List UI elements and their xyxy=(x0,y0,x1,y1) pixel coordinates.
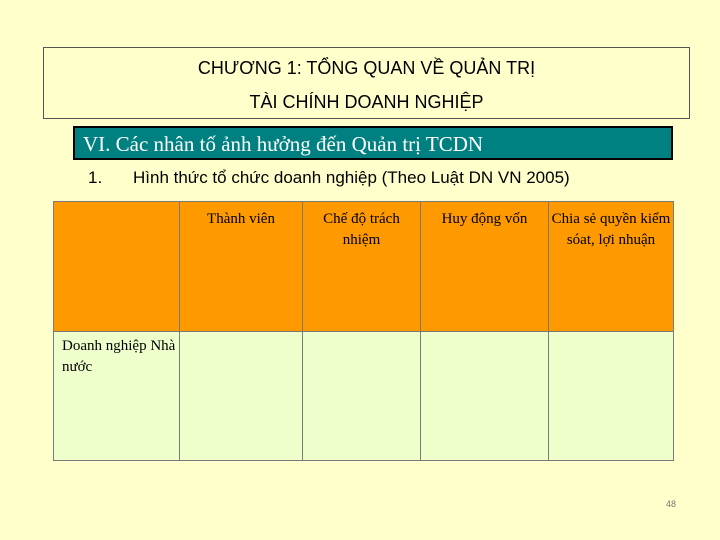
section-heading-bar xyxy=(73,126,673,160)
section-heading: VI. Các nhân tố ảnh hưởng đến Quản trị TCDN xyxy=(83,132,484,156)
table-header-cell: Huy động vốn xyxy=(421,202,549,332)
table-row xyxy=(54,332,674,461)
title-box xyxy=(43,47,690,119)
table-cell xyxy=(303,332,421,461)
organization-forms-table xyxy=(53,201,674,461)
subsection-number: 1. xyxy=(88,168,103,187)
table-cell xyxy=(421,332,549,461)
row-label: Doanh nghiệp Nhà nước xyxy=(62,338,176,375)
table-header-cell: Chia sẻ quyền kiểm sóat, lợi nhuận xyxy=(549,202,674,332)
table-cell xyxy=(180,332,303,461)
subsection-title: Hình thức tổ chức doanh nghiệp (Theo Luật DN VN 2005) xyxy=(133,168,570,187)
table-cell xyxy=(549,332,674,461)
table-header-row xyxy=(54,202,674,332)
slide-title-line-1: CHƯƠNG 1: TỔNG QUAN VỀ QUẢN TRỊ xyxy=(197,58,536,78)
page-number: 48 xyxy=(666,499,677,509)
row-label-cell xyxy=(54,332,180,461)
table-header-cell: Chế độ trách nhiệm xyxy=(303,202,421,332)
slide-title-line-2: TÀI CHÍNH DOANH NGHIỆP xyxy=(249,92,484,112)
table-header-cell: Thành viên xyxy=(180,202,303,332)
table-header-cell xyxy=(54,202,180,332)
